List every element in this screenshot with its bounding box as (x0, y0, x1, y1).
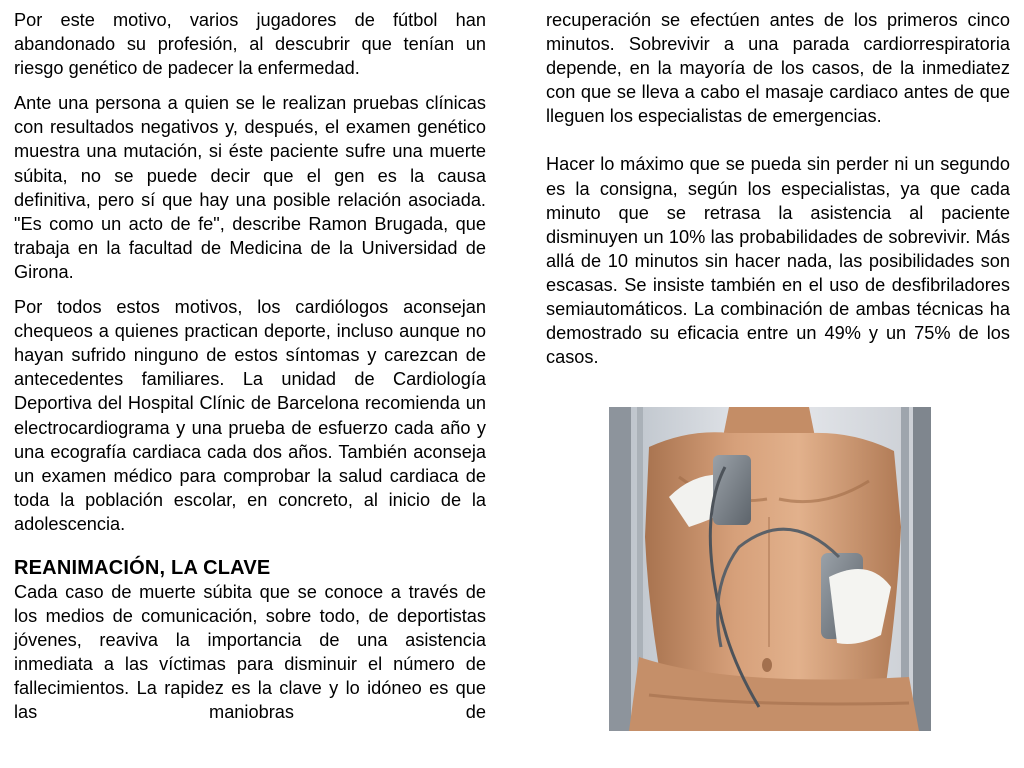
left-column (14, 8, 486, 725)
paragraph-genetic-exam: Ante una persona a quien se le realizan pruebas clínicas con resultados negativos y, después, el examen genético muestra una mutación, si éste paciente sufre una muerte súbita, no se puede decir que el gen es la causa definitiva, pero sí que hay una posible relación asociada. "Es como un acto de fe", describe Ramon Brugada, que trabaja en la facultad de Medicina de la Universidad de Girona. (14, 93, 486, 282)
paragraph-cardiology-checkups: Por todos estos motivos, los cardiólogos aconsejan chequeos a quienes practican deporte, incluso aunque no hayan sufrido ninguno de estos síntomas y carezcan de antecedentes familiares. La unidad de Cardiología Deportiva del Hospital Clínic de Barcelona recomienda un electrocardiograma y una prueba de esfuerzo cada año y una ecografía cardiaca cada dos años. También aconseja un examen médico para comprobar la salud cardiaca de toda la población escolar, en concreto, al inicio de la adolescencia. (14, 297, 486, 534)
paragraph-recovery-minutes: recuperación se efectúen antes de los primeros cinco minutos. Sobrevivir a una parada cardiorrespiratoria depende, en la mayoría de los casos, de la inmediatez con que se lleva a cabo el masaje cardiaco antes de que lleguen los especialistas de emergencias. (546, 10, 1010, 127)
right-column (546, 8, 1010, 369)
paragraph-every-second: Hacer lo máximo que se pueda sin perder ni un segundo es la consigna, según los especialistas, ya que cada minuto que se retrasa la asistencia al paciente disminuyen un 10% las probabilidades de sobrevivir. Más allá de 10 minutos sin hacer nada, las posibilidades son escasas. Se insiste también en el uso de desfibriladores semiautomáticos. La combinación de ambas técnicas ha demostrado su eficacia entre un 49% y un 75% de los casos. (546, 154, 1010, 368)
defibrillator-photo (609, 407, 931, 731)
section-heading: REANIMACIÓN, LA CLAVE (14, 556, 271, 579)
paragraph-football-players: Por este motivo, varios jugadores de fútbol han abandonado su profesión, al descubrir que tenían un riesgo genético de padecer la enfermedad. (14, 10, 486, 79)
defibrillator-photo-icon (609, 407, 931, 731)
paragraph-reanimation: Cada caso de muerte súbita que se conoce a través de los medios de comunicación, sobre todo, de deportistas jóvenes, reaviva la importancia de una asistencia inmediata a las víctimas para disminuir el número de fallecimientos. La rapidez es la clave y lo idóneo es que las maniobras de (14, 581, 486, 723)
